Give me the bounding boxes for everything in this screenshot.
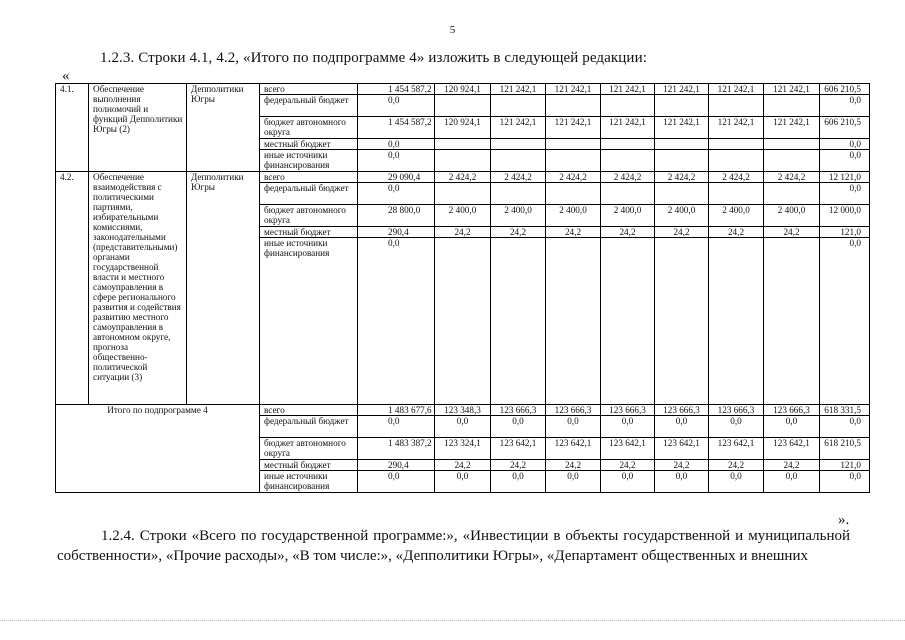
cell-year-value: 121 242,1 [546,117,601,139]
cell-period-value: 121,0 [820,460,870,471]
cell-year-value [491,183,546,205]
cell-year-value: 2 424,2 [546,172,601,183]
cell-year-value: 121 242,1 [655,84,709,95]
cell-total: 1 483 387,2 [358,438,435,460]
cell-period-value: 12 000,0 [820,205,870,227]
cell-year-value [491,150,546,172]
cell-year-value [601,238,655,405]
cell-year-value: 121 242,1 [709,84,764,95]
cell-year-value [655,95,709,117]
row-number: 4.1. [56,84,89,172]
cell-year-value [491,139,546,150]
funding-source: бюджет автономного округа [260,205,358,227]
cell-year-value: 0,0 [655,471,709,493]
cell-year-value [435,150,491,172]
funding-source: бюджет автономного округа [260,117,358,139]
cell-year-value: 24,2 [764,460,820,471]
funding-source: местный бюджет [260,139,358,150]
executor: Депполитики Югры [187,172,260,405]
cell-year-value: 0,0 [435,471,491,493]
cell-year-value: 123 666,3 [491,405,546,416]
cell-year-value: 123 666,3 [709,405,764,416]
funding-source: федеральный бюджет [260,183,358,205]
funding-source: иные источники финансирования [260,471,358,493]
section-heading: 1.2.3. Строки 4.1, 4.2, «Итого по подпрограмме 4» изложить в следующей редакции: [100,50,647,66]
cell-year-value: 0,0 [546,416,601,438]
cell-year-value: 2 400,0 [491,205,546,227]
cell-year-value: 24,2 [546,227,601,238]
cell-year-value: 2 424,2 [764,172,820,183]
cell-year-value: 2 400,0 [709,205,764,227]
cell-year-value [655,139,709,150]
cell-total: 1 454 587,2 [358,84,435,95]
cell-total: 28 800,0 [358,205,435,227]
cell-year-value [601,95,655,117]
cell-year-value: 121 242,1 [709,117,764,139]
cell-year-value [546,139,601,150]
cell-year-value: 0,0 [491,416,546,438]
funding-source: иные источники финансирования [260,238,358,405]
funding-source: федеральный бюджет [260,416,358,438]
cell-year-value [435,183,491,205]
funding-source: бюджет автономного округа [260,438,358,460]
cell-period-value: 0,0 [820,150,870,172]
cell-year-value: 2 400,0 [655,205,709,227]
cell-year-value: 0,0 [435,416,491,438]
table-row [56,172,870,183]
closing-quote: ». [838,512,850,528]
cell-year-value: 121 242,1 [546,84,601,95]
cell-year-value: 123 324,1 [435,438,491,460]
cell-year-value: 24,2 [491,460,546,471]
cell-total: 0,0 [358,183,435,205]
cell-year-value: 123 348,3 [435,405,491,416]
cell-year-value: 0,0 [546,471,601,493]
cell-period-value: 0,0 [820,238,870,405]
cell-total: 290,4 [358,460,435,471]
scan-edge-dotted-line [0,618,905,621]
cell-year-value [435,139,491,150]
cell-period-value: 12 121,0 [820,172,870,183]
cell-year-value: 24,2 [546,460,601,471]
cell-total: 0,0 [358,95,435,117]
cell-year-value: 2 400,0 [764,205,820,227]
funding-source: местный бюджет [260,227,358,238]
cell-period-value: 0,0 [820,471,870,493]
cell-period-value: 0,0 [820,95,870,117]
cell-year-value: 24,2 [709,227,764,238]
cell-period-value: 0,0 [820,416,870,438]
opening-quote: « [62,68,70,84]
cell-year-value [491,238,546,405]
cell-year-value [546,183,601,205]
cell-year-value: 121 242,1 [764,84,820,95]
cell-year-value: 123 666,3 [546,405,601,416]
cell-year-value: 0,0 [655,416,709,438]
measure-name: Обеспечение взаимодействия с политическими партиями, избирательными комиссиями, законодательными (представительными) органами государственной власти и местного самоуправления в сфере регионального развития и содействия развитию местного самоуправления в автономном округе, прогноза общественно-политической ситуации (3) [89,172,187,405]
cell-year-value: 24,2 [655,227,709,238]
cell-year-value: 24,2 [764,227,820,238]
cell-year-value: 123 666,3 [764,405,820,416]
cell-year-value: 121 242,1 [764,117,820,139]
cell-year-value: 123 642,1 [709,438,764,460]
cell-year-value [764,238,820,405]
cell-year-value: 24,2 [435,227,491,238]
funding-source: местный бюджет [260,460,358,471]
cell-year-value [764,95,820,117]
cell-total: 1 483 677,6 [358,405,435,416]
cell-year-value [655,150,709,172]
cell-year-value: 123 642,1 [601,438,655,460]
cell-year-value: 24,2 [655,460,709,471]
cell-total: 290,4 [358,227,435,238]
page-number: 5 [449,24,456,36]
cell-total: 1 454 587,2 [358,117,435,139]
cell-year-value: 0,0 [709,416,764,438]
cell-year-value: 123 642,1 [655,438,709,460]
cell-year-value [601,183,655,205]
cell-year-value [491,95,546,117]
cell-year-value: 24,2 [601,227,655,238]
funding-source: всего [260,84,358,95]
cell-year-value: 2 424,2 [655,172,709,183]
cell-year-value [764,150,820,172]
cell-year-value: 2 424,2 [435,172,491,183]
funding-source: всего [260,172,358,183]
cell-year-value: 2 400,0 [601,205,655,227]
cell-period-value: 606 210,5 [820,117,870,139]
cell-year-value [709,95,764,117]
executor: Депполитики Югры [187,84,260,172]
cell-year-value [709,150,764,172]
cell-total: 0,0 [358,150,435,172]
funding-source: всего [260,405,358,416]
cell-year-value: 2 400,0 [546,205,601,227]
cell-year-value [655,183,709,205]
cell-year-value: 121 242,1 [601,84,655,95]
cell-year-value: 121 242,1 [655,117,709,139]
cell-year-value: 123 666,3 [601,405,655,416]
cell-year-value: 121 242,1 [491,84,546,95]
cell-year-value: 123 642,1 [764,438,820,460]
cell-year-value: 24,2 [435,460,491,471]
cell-year-value: 120 924,1 [435,84,491,95]
cell-year-value: 2 424,2 [491,172,546,183]
cell-year-value [546,238,601,405]
cell-year-value: 2 400,0 [435,205,491,227]
cell-year-value: 0,0 [601,471,655,493]
cell-year-value: 24,2 [709,460,764,471]
cell-year-value [764,139,820,150]
funding-source: федеральный бюджет [260,95,358,117]
cell-total: 0,0 [358,416,435,438]
cell-year-value: 121 242,1 [601,117,655,139]
cell-year-value [709,238,764,405]
cell-year-value: 123 666,3 [655,405,709,416]
cell-year-value: 0,0 [601,416,655,438]
cell-total: 29 090,4 [358,172,435,183]
cell-year-value [709,183,764,205]
cell-total: 0,0 [358,471,435,493]
cell-period-value: 0,0 [820,139,870,150]
cell-year-value: 123 642,1 [546,438,601,460]
body-paragraph: 1.2.4. Строки «Всего по государственной программе:», «Инвестиции в объекты государственной и муниципальной собственности», «Прочие расходы», «В том числе:», «Депполитики Югры», «Департамент общественных и внешних [57,528,850,564]
cell-year-value: 0,0 [764,471,820,493]
cell-year-value [764,183,820,205]
table-row [56,405,870,416]
cell-year-value: 2 424,2 [601,172,655,183]
cell-year-value [655,238,709,405]
cell-year-value [546,95,601,117]
cell-year-value: 123 642,1 [491,438,546,460]
cell-total: 0,0 [358,238,435,405]
cell-year-value: 0,0 [709,471,764,493]
cell-year-value [435,95,491,117]
cell-year-value: 0,0 [491,471,546,493]
cell-year-value [601,150,655,172]
cell-period-value: 0,0 [820,183,870,205]
funding-source: иные источники финансирования [260,150,358,172]
cell-year-value [546,150,601,172]
cell-year-value: 0,0 [764,416,820,438]
cell-period-value: 121,0 [820,227,870,238]
row-number: 4.2. [56,172,89,405]
cell-year-value: 24,2 [601,460,655,471]
cell-year-value [709,139,764,150]
cell-total: 0,0 [358,139,435,150]
cell-period-value: 618 331,5 [820,405,870,416]
cell-period-value: 606 210,5 [820,84,870,95]
measure-name: Обеспечение выполнения полномочий и функций Депполитики Югры (2) [89,84,187,172]
cell-year-value [601,139,655,150]
cell-year-value [435,238,491,405]
cell-year-value: 2 424,2 [709,172,764,183]
cell-year-value: 120 924,1 [435,117,491,139]
subtotal-label: Итого по подпрограмме 4 [56,405,260,493]
funding-table [55,83,870,493]
table-row [56,84,870,95]
cell-period-value: 618 210,5 [820,438,870,460]
cell-year-value: 121 242,1 [491,117,546,139]
cell-year-value: 24,2 [491,227,546,238]
